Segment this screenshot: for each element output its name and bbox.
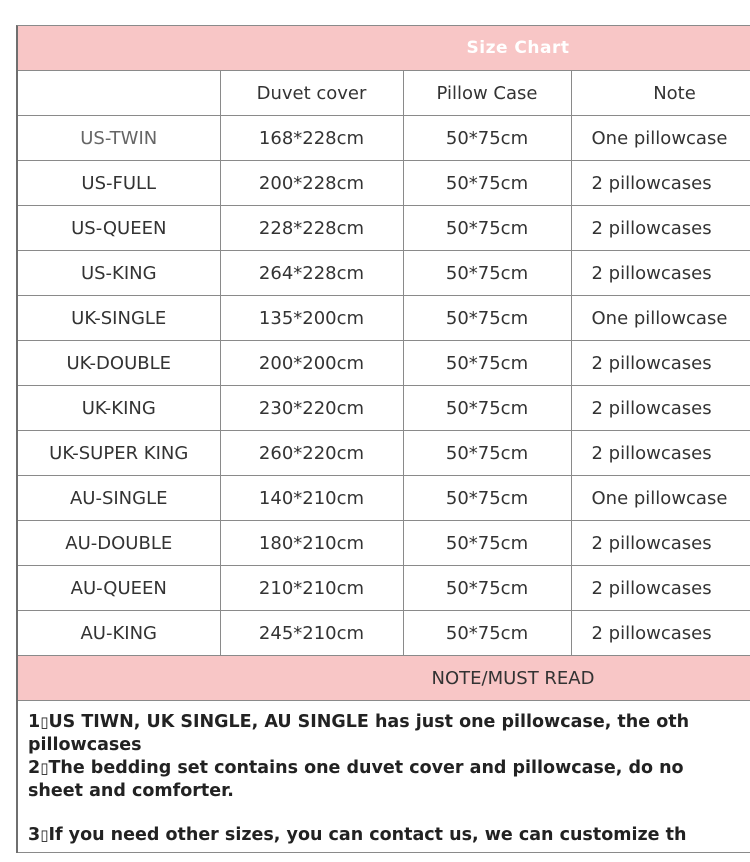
duvet-size-cell: 228*228cm	[220, 206, 403, 251]
note-cell: 2 pillowcases	[571, 206, 750, 251]
pillow-size-cell: 50*75cm	[403, 341, 571, 386]
size-cell: US-TWIN	[18, 116, 220, 161]
column-header-pillow: Pillow Case	[403, 71, 571, 116]
table-row	[18, 476, 750, 521]
size-cell: AU-QUEEN	[18, 566, 220, 611]
note-cell: One pillowcase	[571, 476, 750, 521]
size-cell: AU-DOUBLE	[18, 521, 220, 566]
pillow-size-cell: 50*75cm	[403, 476, 571, 521]
table-row	[18, 566, 750, 611]
column-header-duvet: Duvet cover	[220, 71, 403, 116]
pillow-size-cell: 50*75cm	[403, 116, 571, 161]
note-cell: 2 pillowcases	[571, 566, 750, 611]
size-chart-title: Size Chart	[466, 38, 570, 58]
duvet-size-cell: 200*228cm	[220, 161, 403, 206]
duvet-size-cell: 200*200cm	[220, 341, 403, 386]
pillow-size-cell: 50*75cm	[403, 566, 571, 611]
column-header-size	[18, 71, 220, 116]
missing-glyph-icon: ▯	[40, 713, 49, 731]
table-row	[18, 116, 750, 161]
note-line: 1▯US TIWN, UK SINGLE, AU SINGLE has just one pillowcase, the oth	[28, 712, 690, 732]
note-cell: One pillowcase	[571, 296, 750, 341]
missing-glyph-icon: ▯	[40, 826, 49, 844]
note-title: NOTE/MUST READ	[431, 667, 595, 689]
duvet-size-cell: 210*210cm	[220, 566, 403, 611]
note-cell: 2 pillowcases	[571, 521, 750, 566]
duvet-size-cell: 230*220cm	[220, 386, 403, 431]
table-row	[18, 296, 750, 341]
pillow-size-cell: 50*75cm	[403, 206, 571, 251]
size-cell: UK-SUPER KING	[18, 431, 220, 476]
note-cell: One pillowcase	[571, 116, 750, 161]
duvet-size-cell: 260*220cm	[220, 431, 403, 476]
pillow-size-cell: 50*75cm	[403, 296, 571, 341]
note-line: 3▯If you need other sizes, you can contact us, we can customize th	[28, 825, 687, 845]
duvet-size-cell: 245*210cm	[220, 611, 403, 656]
size-chart-header	[18, 26, 750, 71]
size-cell: AU-KING	[18, 611, 220, 656]
size-cell: US-QUEEN	[18, 206, 220, 251]
pillow-size-cell: 50*75cm	[403, 431, 571, 476]
pillow-size-cell: 50*75cm	[403, 386, 571, 431]
size-cell: US-KING	[18, 251, 220, 296]
pillow-size-cell: 50*75cm	[403, 161, 571, 206]
note-cell: 2 pillowcases	[571, 611, 750, 656]
pillow-size-cell: 50*75cm	[403, 611, 571, 656]
table-row	[18, 386, 750, 431]
size-cell: UK-SINGLE	[18, 296, 220, 341]
duvet-size-cell: 140*210cm	[220, 476, 403, 521]
table-row	[18, 251, 750, 296]
note-cell: 2 pillowcases	[571, 161, 750, 206]
table-row	[18, 431, 750, 476]
missing-glyph-icon: ▯	[40, 759, 49, 777]
size-cell: UK-KING	[18, 386, 220, 431]
note-cell: 2 pillowcases	[571, 386, 750, 431]
duvet-size-cell: 180*210cm	[220, 521, 403, 566]
duvet-size-cell: 264*228cm	[220, 251, 403, 296]
pillow-size-cell: 50*75cm	[403, 521, 571, 566]
note-header	[18, 656, 750, 701]
note-cell: 2 pillowcases	[571, 431, 750, 476]
size-cell: UK-DOUBLE	[18, 341, 220, 386]
size-table	[18, 71, 750, 656]
table-row	[18, 161, 750, 206]
size-chart	[16, 25, 750, 853]
note-line-continued: pillowcases	[28, 735, 142, 755]
duvet-size-cell: 168*228cm	[220, 116, 403, 161]
table-row	[18, 611, 750, 656]
table-row	[18, 206, 750, 251]
size-cell: US-FULL	[18, 161, 220, 206]
table-row	[18, 521, 750, 566]
column-header-note: Note	[571, 71, 750, 116]
duvet-size-cell: 135*200cm	[220, 296, 403, 341]
table-row	[18, 341, 750, 386]
pillow-size-cell: 50*75cm	[403, 251, 571, 296]
table-header-row	[18, 71, 750, 116]
note-line: 2▯The bedding set contains one duvet cover and pillowcase, do no	[28, 758, 684, 778]
note-cell: 2 pillowcases	[571, 251, 750, 296]
notes-body	[18, 701, 750, 853]
size-cell: AU-SINGLE	[18, 476, 220, 521]
note-cell: 2 pillowcases	[571, 341, 750, 386]
note-line-continued: sheet and comforter.	[28, 781, 234, 801]
